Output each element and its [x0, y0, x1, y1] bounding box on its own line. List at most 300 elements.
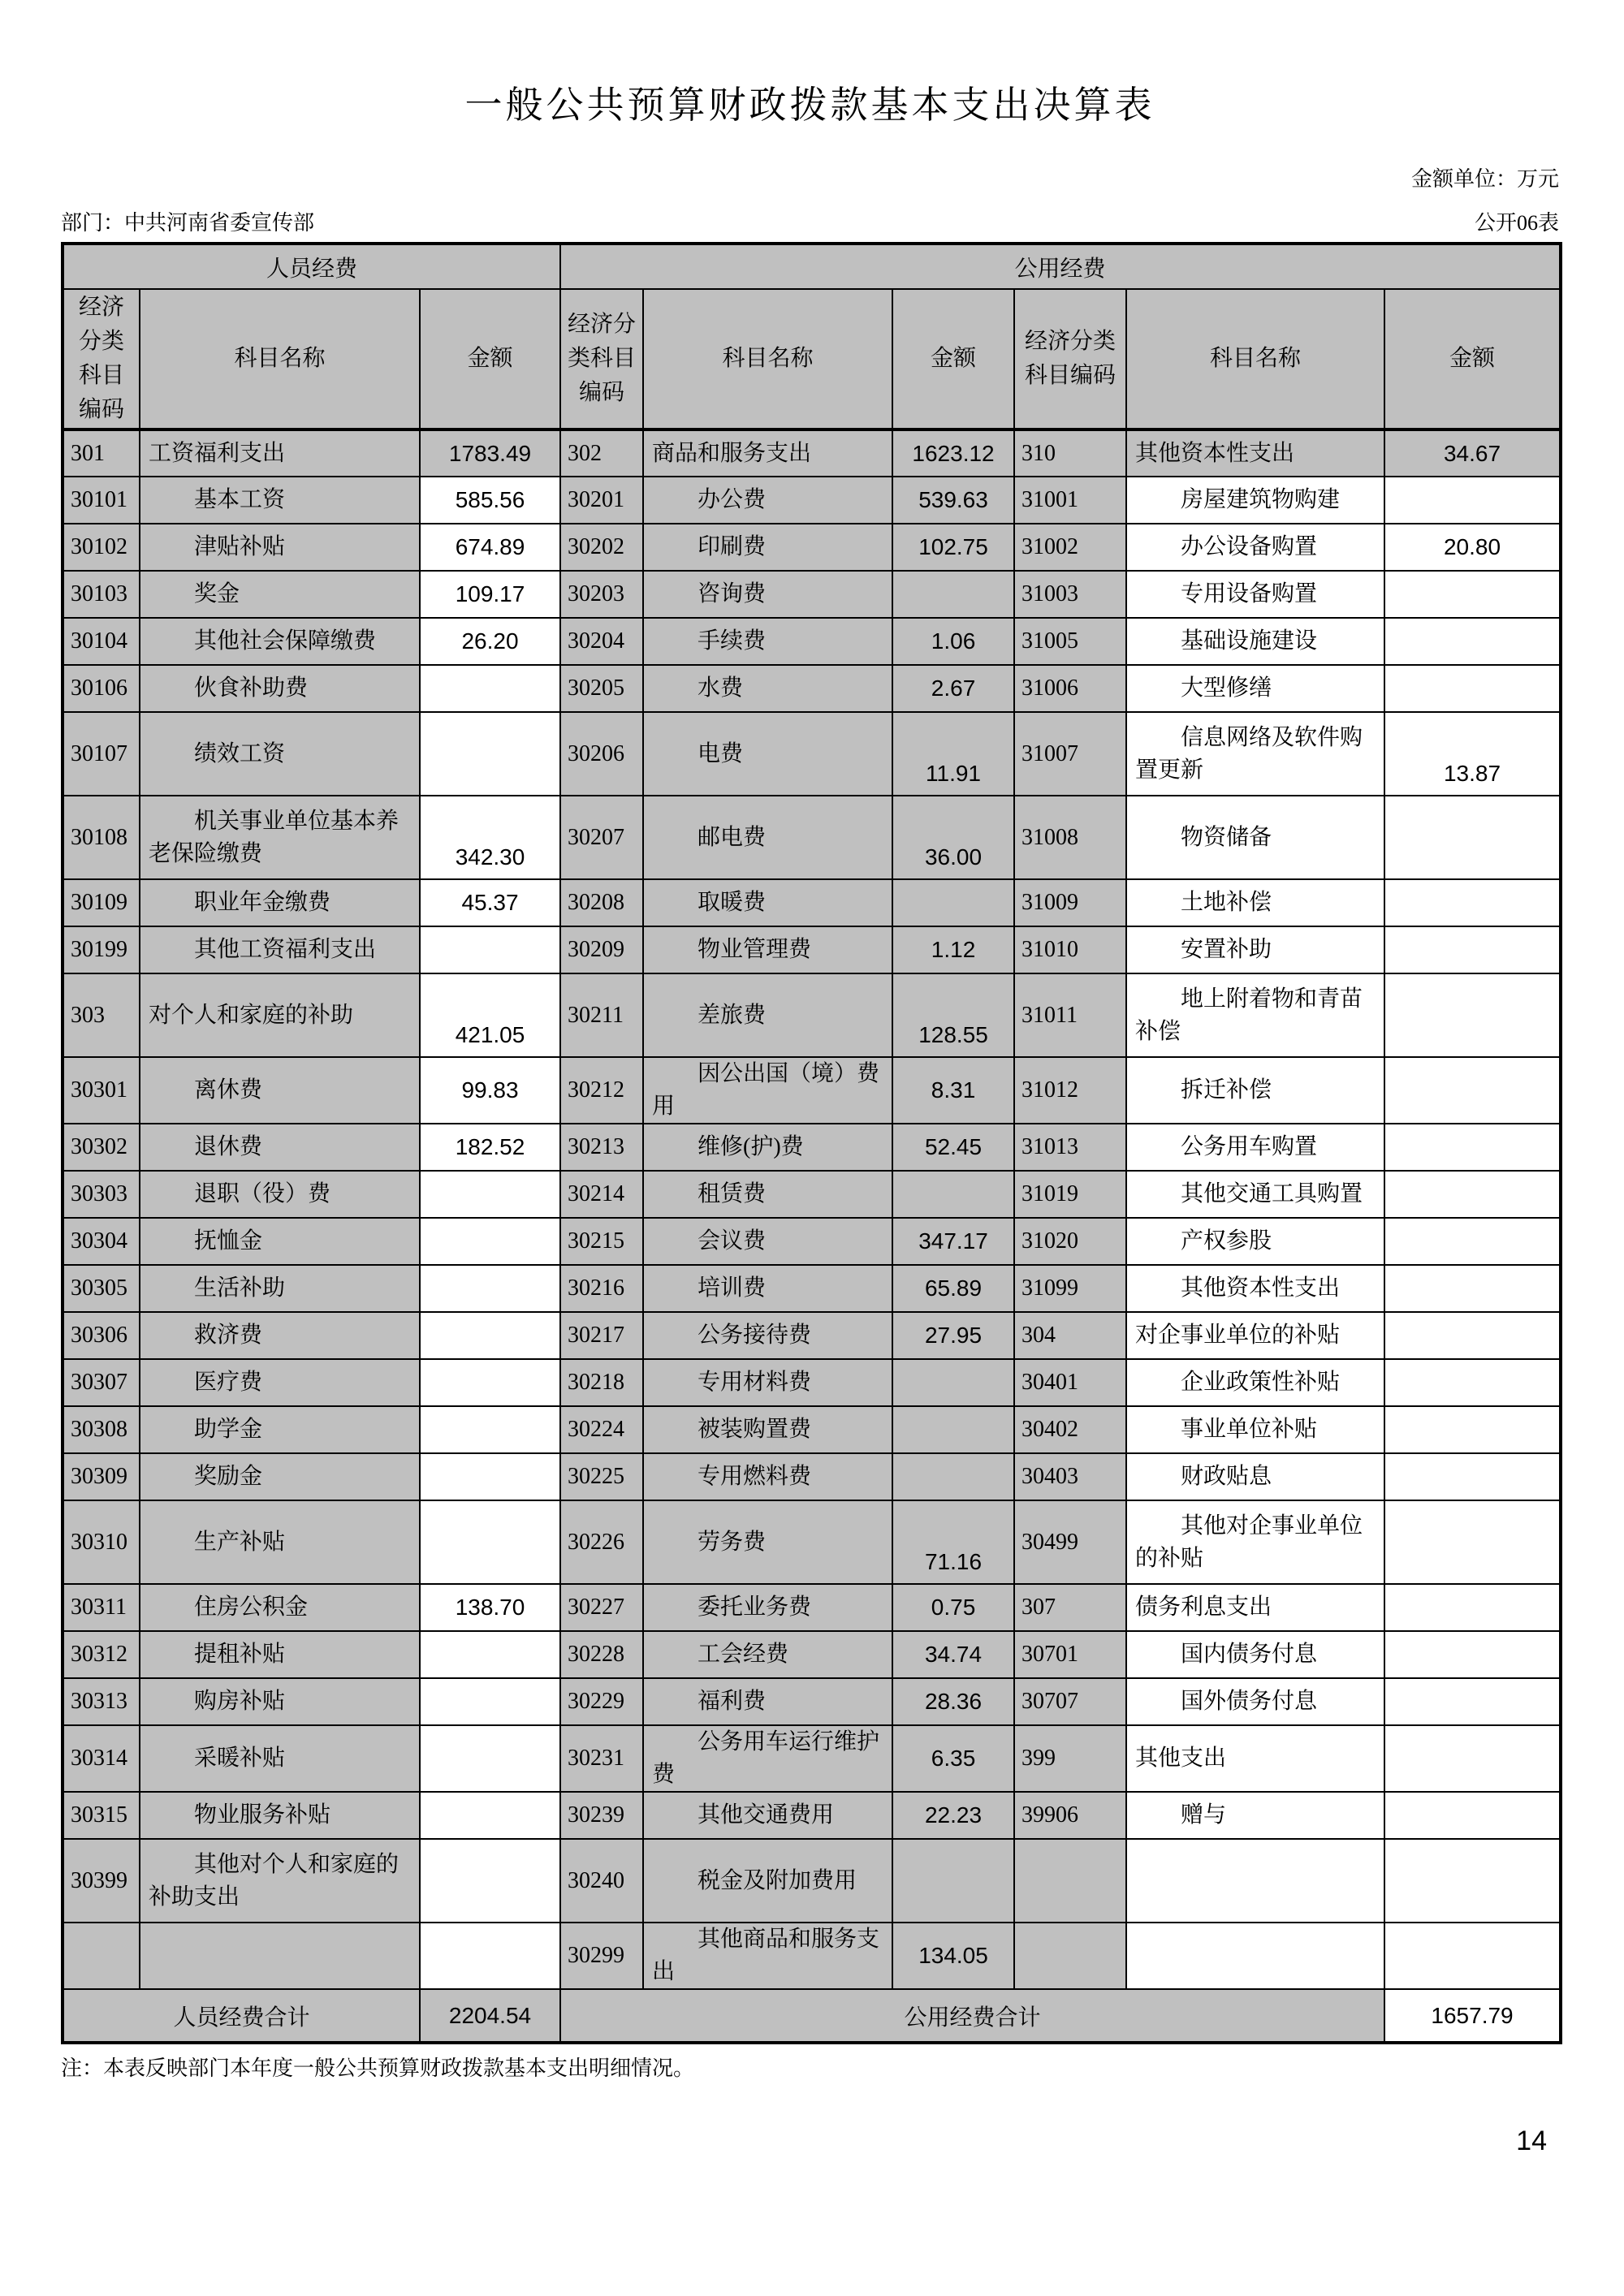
- table-row: [63, 618, 1561, 665]
- name-column-header: 科目名称: [1126, 289, 1384, 429]
- amount-cell: [1384, 571, 1561, 618]
- amount-cell: [420, 1631, 560, 1678]
- subject-code-cell: 31009: [1014, 879, 1126, 926]
- subject-name-cell: 手续费: [643, 618, 892, 665]
- subject-name-cell: 津贴补贴: [140, 524, 420, 571]
- amount-cell: 342.30: [420, 796, 560, 879]
- subject-code-cell: 30227: [560, 1584, 643, 1631]
- amount-cell: 26.20: [420, 618, 560, 665]
- subject-code-cell: 31012: [1014, 1057, 1126, 1124]
- amount-cell: 11.91: [892, 712, 1014, 796]
- subject-code-cell: 30305: [63, 1265, 140, 1312]
- subject-code-cell: 30104: [63, 618, 140, 665]
- amount-cell: [1384, 1124, 1561, 1171]
- subject-code-cell: [1014, 1839, 1126, 1923]
- amount-cell: [420, 1265, 560, 1312]
- amount-cell: [1384, 1453, 1561, 1500]
- subject-name-cell: 土地补偿: [1126, 879, 1384, 926]
- amount-cell: 52.45: [892, 1124, 1014, 1171]
- subject-name-cell: 抚恤金: [140, 1218, 420, 1265]
- subject-code-cell: 30231: [560, 1725, 643, 1792]
- page-number: 14: [1516, 2126, 1547, 2156]
- subject-name-cell: 房屋建筑物购建: [1126, 477, 1384, 524]
- amount-cell: [892, 1406, 1014, 1453]
- code-column-header: 经济分类 科目编码: [1014, 289, 1126, 429]
- subject-code-cell: 303: [63, 973, 140, 1057]
- subject-name-cell: 其他对企事业单位的补贴: [1126, 1500, 1384, 1584]
- table-row: [63, 1725, 1561, 1792]
- subject-code-cell: 30499: [1014, 1500, 1126, 1584]
- subject-name-cell: 其他资本性支出: [1126, 429, 1384, 477]
- subject-code-cell: 30312: [63, 1631, 140, 1678]
- subject-code-cell: 30229: [560, 1678, 643, 1725]
- amount-cell: [420, 926, 560, 973]
- amount-cell: 134.05: [892, 1923, 1014, 1989]
- subject-name-cell: 其他支出: [1126, 1725, 1384, 1792]
- amount-cell: [892, 1839, 1014, 1923]
- column-header-row: [63, 289, 1561, 429]
- amount-cell: 585.56: [420, 477, 560, 524]
- amount-cell: [1384, 1584, 1561, 1631]
- subject-code-cell: 30106: [63, 665, 140, 712]
- subject-name-cell: 公务用车购置: [1126, 1124, 1384, 1171]
- subject-name-cell: 地上附着物和青苗补偿: [1126, 973, 1384, 1057]
- subject-name-cell: 绩效工资: [140, 712, 420, 796]
- subject-code-cell: 31003: [1014, 571, 1126, 618]
- subject-name-cell: 因公出国（境）费用: [643, 1057, 892, 1124]
- expenditure-table: [61, 242, 1562, 2044]
- amount-cell: [1384, 1265, 1561, 1312]
- subject-code-cell: 30218: [560, 1359, 643, 1406]
- name-column-header: 科目名称: [140, 289, 420, 429]
- amount-cell: 65.89: [892, 1265, 1014, 1312]
- amount-cell: [1384, 1839, 1561, 1923]
- subject-code-cell: 30225: [560, 1453, 643, 1500]
- amount-cell: [420, 665, 560, 712]
- table-row: [63, 1792, 1561, 1839]
- subject-name-cell: 印刷费: [643, 524, 892, 571]
- subject-name-cell: 劳务费: [643, 1500, 892, 1584]
- table-row: [63, 1839, 1561, 1923]
- table-row: [63, 524, 1561, 571]
- amount-cell: 22.23: [892, 1792, 1014, 1839]
- subject-code-cell: 31008: [1014, 796, 1126, 879]
- amount-column-header: 金额: [892, 289, 1014, 429]
- subject-code-cell: 30224: [560, 1406, 643, 1453]
- subject-name-cell: 采暖补贴: [140, 1725, 420, 1792]
- subject-code-cell: 399: [1014, 1725, 1126, 1792]
- subject-code-cell: 30215: [560, 1218, 643, 1265]
- footnote: 注：本表反映部门本年度一般公共预算财政拨款基本支出明细情况。: [61, 2056, 695, 2080]
- subject-code-cell: 31013: [1014, 1124, 1126, 1171]
- subject-name-cell: 取暖费: [643, 879, 892, 926]
- amount-cell: [420, 1218, 560, 1265]
- amount-cell: [1384, 1678, 1561, 1725]
- subject-name-cell: 产权参股: [1126, 1218, 1384, 1265]
- subject-code-cell: 30213: [560, 1124, 643, 1171]
- subject-code-cell: 31020: [1014, 1218, 1126, 1265]
- subject-name-cell: 电费: [643, 712, 892, 796]
- amount-cell: [420, 1792, 560, 1839]
- table-row: [63, 1171, 1561, 1218]
- amount-cell: [892, 1359, 1014, 1406]
- amount-cell: [1384, 1631, 1561, 1678]
- subject-name-cell: 办公设备购置: [1126, 524, 1384, 571]
- subject-name-cell: 职业年金缴费: [140, 879, 420, 926]
- table-row: [63, 429, 1561, 477]
- subject-name-cell: 国外债务付息: [1126, 1678, 1384, 1725]
- amount-cell: 109.17: [420, 571, 560, 618]
- subject-code-cell: 39906: [1014, 1792, 1126, 1839]
- subject-code-cell: 30402: [1014, 1406, 1126, 1453]
- sheet-code-label: 公开06表: [1474, 211, 1559, 235]
- subject-code-cell: [63, 1923, 140, 1989]
- table-row: [63, 1057, 1561, 1124]
- amount-cell: 13.87: [1384, 712, 1561, 796]
- meta-line: [61, 211, 1559, 235]
- public-total-label: 公用经费合计: [560, 1989, 1384, 2043]
- subject-name-cell: 对企事业单位的补贴: [1126, 1312, 1384, 1359]
- amount-cell: [420, 1500, 560, 1584]
- amount-cell: [1384, 618, 1561, 665]
- subject-code-cell: 30304: [63, 1218, 140, 1265]
- amount-cell: 27.95: [892, 1312, 1014, 1359]
- table-row: [63, 1312, 1561, 1359]
- amount-cell: [1384, 1500, 1561, 1584]
- subject-code-cell: 30207: [560, 796, 643, 879]
- subject-name-cell: 信息网络及软件购置更新: [1126, 712, 1384, 796]
- amount-cell: [1384, 1218, 1561, 1265]
- subject-name-cell: 大型修缮: [1126, 665, 1384, 712]
- subject-name-cell: 公务用车运行维护费: [643, 1725, 892, 1792]
- page-title: 一般公共预算财政拨款基本支出决算表: [464, 84, 1155, 126]
- subject-code-cell: 30315: [63, 1792, 140, 1839]
- subject-name-cell: 其他交通费用: [643, 1792, 892, 1839]
- subject-name-cell: 被装购置费: [643, 1406, 892, 1453]
- group-header-personnel: 人员经费: [63, 244, 560, 289]
- subject-name-cell: 差旅费: [643, 973, 892, 1057]
- amount-column-header: 金额: [420, 289, 560, 429]
- table-row: [63, 1218, 1561, 1265]
- table-row: [63, 1631, 1561, 1678]
- subject-code-cell: [1014, 1923, 1126, 1989]
- subject-name-cell: 其他商品和服务支出: [643, 1923, 892, 1989]
- amount-cell: [420, 1359, 560, 1406]
- amount-cell: [1384, 1312, 1561, 1359]
- subject-code-cell: 31099: [1014, 1265, 1126, 1312]
- amount-cell: 34.67: [1384, 429, 1561, 477]
- amount-cell: [1384, 973, 1561, 1057]
- amount-cell: 1.06: [892, 618, 1014, 665]
- subject-code-cell: 30102: [63, 524, 140, 571]
- subject-name-cell: 救济费: [140, 1312, 420, 1359]
- table-row: [63, 571, 1561, 618]
- subject-code-cell: 30299: [560, 1923, 643, 1989]
- subject-name-cell: 维修(护)费: [643, 1124, 892, 1171]
- amount-cell: [892, 879, 1014, 926]
- subject-code-cell: 30311: [63, 1584, 140, 1631]
- amount-cell: 421.05: [420, 973, 560, 1057]
- amount-cell: 1783.49: [420, 429, 560, 477]
- amount-cell: [892, 1453, 1014, 1500]
- unit-note: 金额单位：万元: [1410, 167, 1559, 191]
- amount-cell: [1384, 926, 1561, 973]
- subject-name-cell: 物业管理费: [643, 926, 892, 973]
- subject-code-cell: 30199: [63, 926, 140, 973]
- table-row: [63, 1923, 1561, 1989]
- subject-name-cell: 医疗费: [140, 1359, 420, 1406]
- amount-cell: [1384, 477, 1561, 524]
- subject-code-cell: 304: [1014, 1312, 1126, 1359]
- table-row: [63, 1359, 1561, 1406]
- table-row: [63, 973, 1561, 1057]
- subject-code-cell: 31001: [1014, 477, 1126, 524]
- subject-name-cell: 邮电费: [643, 796, 892, 879]
- amount-cell: [892, 571, 1014, 618]
- amount-cell: 539.63: [892, 477, 1014, 524]
- table-row: [63, 665, 1561, 712]
- subject-code-cell: 30208: [560, 879, 643, 926]
- subject-code-cell: 30403: [1014, 1453, 1126, 1500]
- table-row: [63, 1406, 1561, 1453]
- table-row: [63, 1453, 1561, 1500]
- personnel-total-value: 2204.54: [420, 1989, 560, 2043]
- amount-cell: [420, 1406, 560, 1453]
- subject-code-cell: 30217: [560, 1312, 643, 1359]
- subject-code-cell: 30239: [560, 1792, 643, 1839]
- subject-code-cell: 30109: [63, 879, 140, 926]
- subject-name-cell: 国内债务付息: [1126, 1631, 1384, 1678]
- subject-name-cell: 其他对个人和家庭的补助支出: [140, 1839, 420, 1923]
- amount-cell: 138.70: [420, 1584, 560, 1631]
- subject-name-cell: 离休费: [140, 1057, 420, 1124]
- group-header-public: 公用经费: [560, 244, 1561, 289]
- amount-cell: [1384, 1406, 1561, 1453]
- subject-name-cell: 公务接待费: [643, 1312, 892, 1359]
- subject-name-cell: 水费: [643, 665, 892, 712]
- group-header-row: [63, 244, 1561, 289]
- table-row: [63, 712, 1561, 796]
- subject-code-cell: 30101: [63, 477, 140, 524]
- amount-cell: [420, 712, 560, 796]
- subject-name-cell: 生产补贴: [140, 1500, 420, 1584]
- subject-code-cell: 30108: [63, 796, 140, 879]
- subject-name-cell: 机关事业单位基本养老保险缴费: [140, 796, 420, 879]
- subject-code-cell: 301: [63, 429, 140, 477]
- subject-code-cell: 31006: [1014, 665, 1126, 712]
- subject-code-cell: 30303: [63, 1171, 140, 1218]
- amount-cell: 128.55: [892, 973, 1014, 1057]
- subject-name-cell: 福利费: [643, 1678, 892, 1725]
- table-row: [63, 1265, 1561, 1312]
- subject-name-cell: 物业服务补贴: [140, 1792, 420, 1839]
- subject-name-cell: 税金及附加费用: [643, 1839, 892, 1923]
- subject-name-cell: 退职（役）费: [140, 1171, 420, 1218]
- subject-code-cell: 30209: [560, 926, 643, 973]
- subject-name-cell: 其他社会保障缴费: [140, 618, 420, 665]
- subject-code-cell: 30228: [560, 1631, 643, 1678]
- subject-name-cell: 基础设施建设: [1126, 618, 1384, 665]
- subject-code-cell: 30211: [560, 973, 643, 1057]
- subject-code-cell: 302: [560, 429, 643, 477]
- subject-code-cell: 30214: [560, 1171, 643, 1218]
- subject-name-cell: 伙食补助费: [140, 665, 420, 712]
- amount-cell: 36.00: [892, 796, 1014, 879]
- subject-name-cell: 其他工资福利支出: [140, 926, 420, 973]
- amount-cell: [1384, 1725, 1561, 1792]
- subject-code-cell: 30240: [560, 1839, 643, 1923]
- totals-row: [63, 1989, 1561, 2043]
- amount-cell: 1623.12: [892, 429, 1014, 477]
- subject-code-cell: 30226: [560, 1500, 643, 1584]
- amount-cell: 20.80: [1384, 524, 1561, 571]
- subject-name-cell: 对个人和家庭的补助: [140, 973, 420, 1057]
- subject-code-cell: 310: [1014, 429, 1126, 477]
- subject-code-cell: 30310: [63, 1500, 140, 1584]
- code-column-header: 经济分 类科目 编码: [560, 289, 643, 429]
- name-column-header: 科目名称: [643, 289, 892, 429]
- subject-name-cell: 工资福利支出: [140, 429, 420, 477]
- subject-code-cell: 30205: [560, 665, 643, 712]
- subject-code-cell: 30399: [63, 1839, 140, 1923]
- code-column-header: 经济 分类 科目 编码: [63, 289, 140, 429]
- subject-name-cell: 商品和服务支出: [643, 429, 892, 477]
- amount-cell: 182.52: [420, 1124, 560, 1171]
- subject-code-cell: 30103: [63, 571, 140, 618]
- amount-cell: [420, 1312, 560, 1359]
- amount-cell: [1384, 1792, 1561, 1839]
- subject-code-cell: 31005: [1014, 618, 1126, 665]
- subject-name-cell: 工会经费: [643, 1631, 892, 1678]
- personnel-total-label: 人员经费合计: [63, 1989, 420, 2043]
- amount-cell: 0.75: [892, 1584, 1014, 1631]
- amount-cell: [1384, 796, 1561, 879]
- table-row: [63, 926, 1561, 973]
- subject-code-cell: 30701: [1014, 1631, 1126, 1678]
- amount-cell: [420, 1923, 560, 1989]
- amount-cell: 1.12: [892, 926, 1014, 973]
- amount-cell: 102.75: [892, 524, 1014, 571]
- subject-code-cell: 30707: [1014, 1678, 1126, 1725]
- subject-name-cell: 咨询费: [643, 571, 892, 618]
- subject-name-cell: 专用材料费: [643, 1359, 892, 1406]
- subject-name-cell: 住房公积金: [140, 1584, 420, 1631]
- subject-name-cell: [1126, 1839, 1384, 1923]
- subject-name-cell: [140, 1923, 420, 1989]
- subject-name-cell: 会议费: [643, 1218, 892, 1265]
- amount-cell: 99.83: [420, 1057, 560, 1124]
- subject-name-cell: 事业单位补贴: [1126, 1406, 1384, 1453]
- table-row: [63, 796, 1561, 879]
- subject-code-cell: 30204: [560, 618, 643, 665]
- department-label: 部门：中共河南省委宣传部: [61, 211, 315, 235]
- amount-cell: [420, 1678, 560, 1725]
- subject-name-cell: 提租补贴: [140, 1631, 420, 1678]
- subject-name-cell: 委托业务费: [643, 1584, 892, 1631]
- subject-name-cell: 办公费: [643, 477, 892, 524]
- amount-cell: 71.16: [892, 1500, 1014, 1584]
- amount-cell: [420, 1171, 560, 1218]
- subject-name-cell: 赠与: [1126, 1792, 1384, 1839]
- subject-name-cell: 拆迁补偿: [1126, 1057, 1384, 1124]
- subject-name-cell: 专用燃料费: [643, 1453, 892, 1500]
- subject-name-cell: 租赁费: [643, 1171, 892, 1218]
- table-row: [63, 1124, 1561, 1171]
- subject-code-cell: 31007: [1014, 712, 1126, 796]
- public-total-value: 1657.79: [1384, 1989, 1561, 2043]
- table-row: [63, 477, 1561, 524]
- amount-cell: [1384, 879, 1561, 926]
- amount-cell: [1384, 1171, 1561, 1218]
- subject-code-cell: 30308: [63, 1406, 140, 1453]
- subject-name-cell: 专用设备购置: [1126, 571, 1384, 618]
- subject-code-cell: 30206: [560, 712, 643, 796]
- subject-name-cell: 债务利息支出: [1126, 1584, 1384, 1631]
- amount-cell: 34.74: [892, 1631, 1014, 1678]
- subject-code-cell: 31011: [1014, 973, 1126, 1057]
- subject-name-cell: 其他资本性支出: [1126, 1265, 1384, 1312]
- subject-name-cell: 奖励金: [140, 1453, 420, 1500]
- amount-cell: 674.89: [420, 524, 560, 571]
- subject-code-cell: 30306: [63, 1312, 140, 1359]
- amount-cell: 2.67: [892, 665, 1014, 712]
- subject-code-cell: 31019: [1014, 1171, 1126, 1218]
- subject-name-cell: 培训费: [643, 1265, 892, 1312]
- subject-code-cell: 307: [1014, 1584, 1126, 1631]
- subject-code-cell: 30107: [63, 712, 140, 796]
- subject-code-cell: 30401: [1014, 1359, 1126, 1406]
- subject-code-cell: 30201: [560, 477, 643, 524]
- subject-code-cell: 30212: [560, 1057, 643, 1124]
- subject-name-cell: [1126, 1923, 1384, 1989]
- subject-code-cell: 30216: [560, 1265, 643, 1312]
- subject-name-cell: 生活补助: [140, 1265, 420, 1312]
- subject-code-cell: 31002: [1014, 524, 1126, 571]
- subject-name-cell: 奖金: [140, 571, 420, 618]
- subject-code-cell: 30309: [63, 1453, 140, 1500]
- subject-name-cell: 安置补助: [1126, 926, 1384, 973]
- amount-cell: 45.37: [420, 879, 560, 926]
- amount-cell: 8.31: [892, 1057, 1014, 1124]
- subject-name-cell: 财政贴息: [1126, 1453, 1384, 1500]
- subject-name-cell: 助学金: [140, 1406, 420, 1453]
- subject-name-cell: 购房补贴: [140, 1678, 420, 1725]
- table-row: [63, 1678, 1561, 1725]
- subject-code-cell: 30203: [560, 571, 643, 618]
- amount-cell: [420, 1725, 560, 1792]
- subject-code-cell: 30202: [560, 524, 643, 571]
- amount-cell: [1384, 665, 1561, 712]
- subject-code-cell: 30313: [63, 1678, 140, 1725]
- subject-name-cell: 退休费: [140, 1124, 420, 1171]
- subject-name-cell: 企业政策性补贴: [1126, 1359, 1384, 1406]
- subject-code-cell: 30301: [63, 1057, 140, 1124]
- table-row: [63, 1500, 1561, 1584]
- amount-cell: [1384, 1057, 1561, 1124]
- amount-cell: [420, 1839, 560, 1923]
- table-row: [63, 879, 1561, 926]
- amount-cell: 347.17: [892, 1218, 1014, 1265]
- amount-cell: [420, 1453, 560, 1500]
- subject-code-cell: 30314: [63, 1725, 140, 1792]
- subject-name-cell: 物资储备: [1126, 796, 1384, 879]
- subject-code-cell: 30302: [63, 1124, 140, 1171]
- amount-cell: [892, 1171, 1014, 1218]
- table-row: [63, 1584, 1561, 1631]
- amount-cell: [1384, 1359, 1561, 1406]
- subject-name-cell: 其他交通工具购置: [1126, 1171, 1384, 1218]
- amount-cell: 6.35: [892, 1725, 1014, 1792]
